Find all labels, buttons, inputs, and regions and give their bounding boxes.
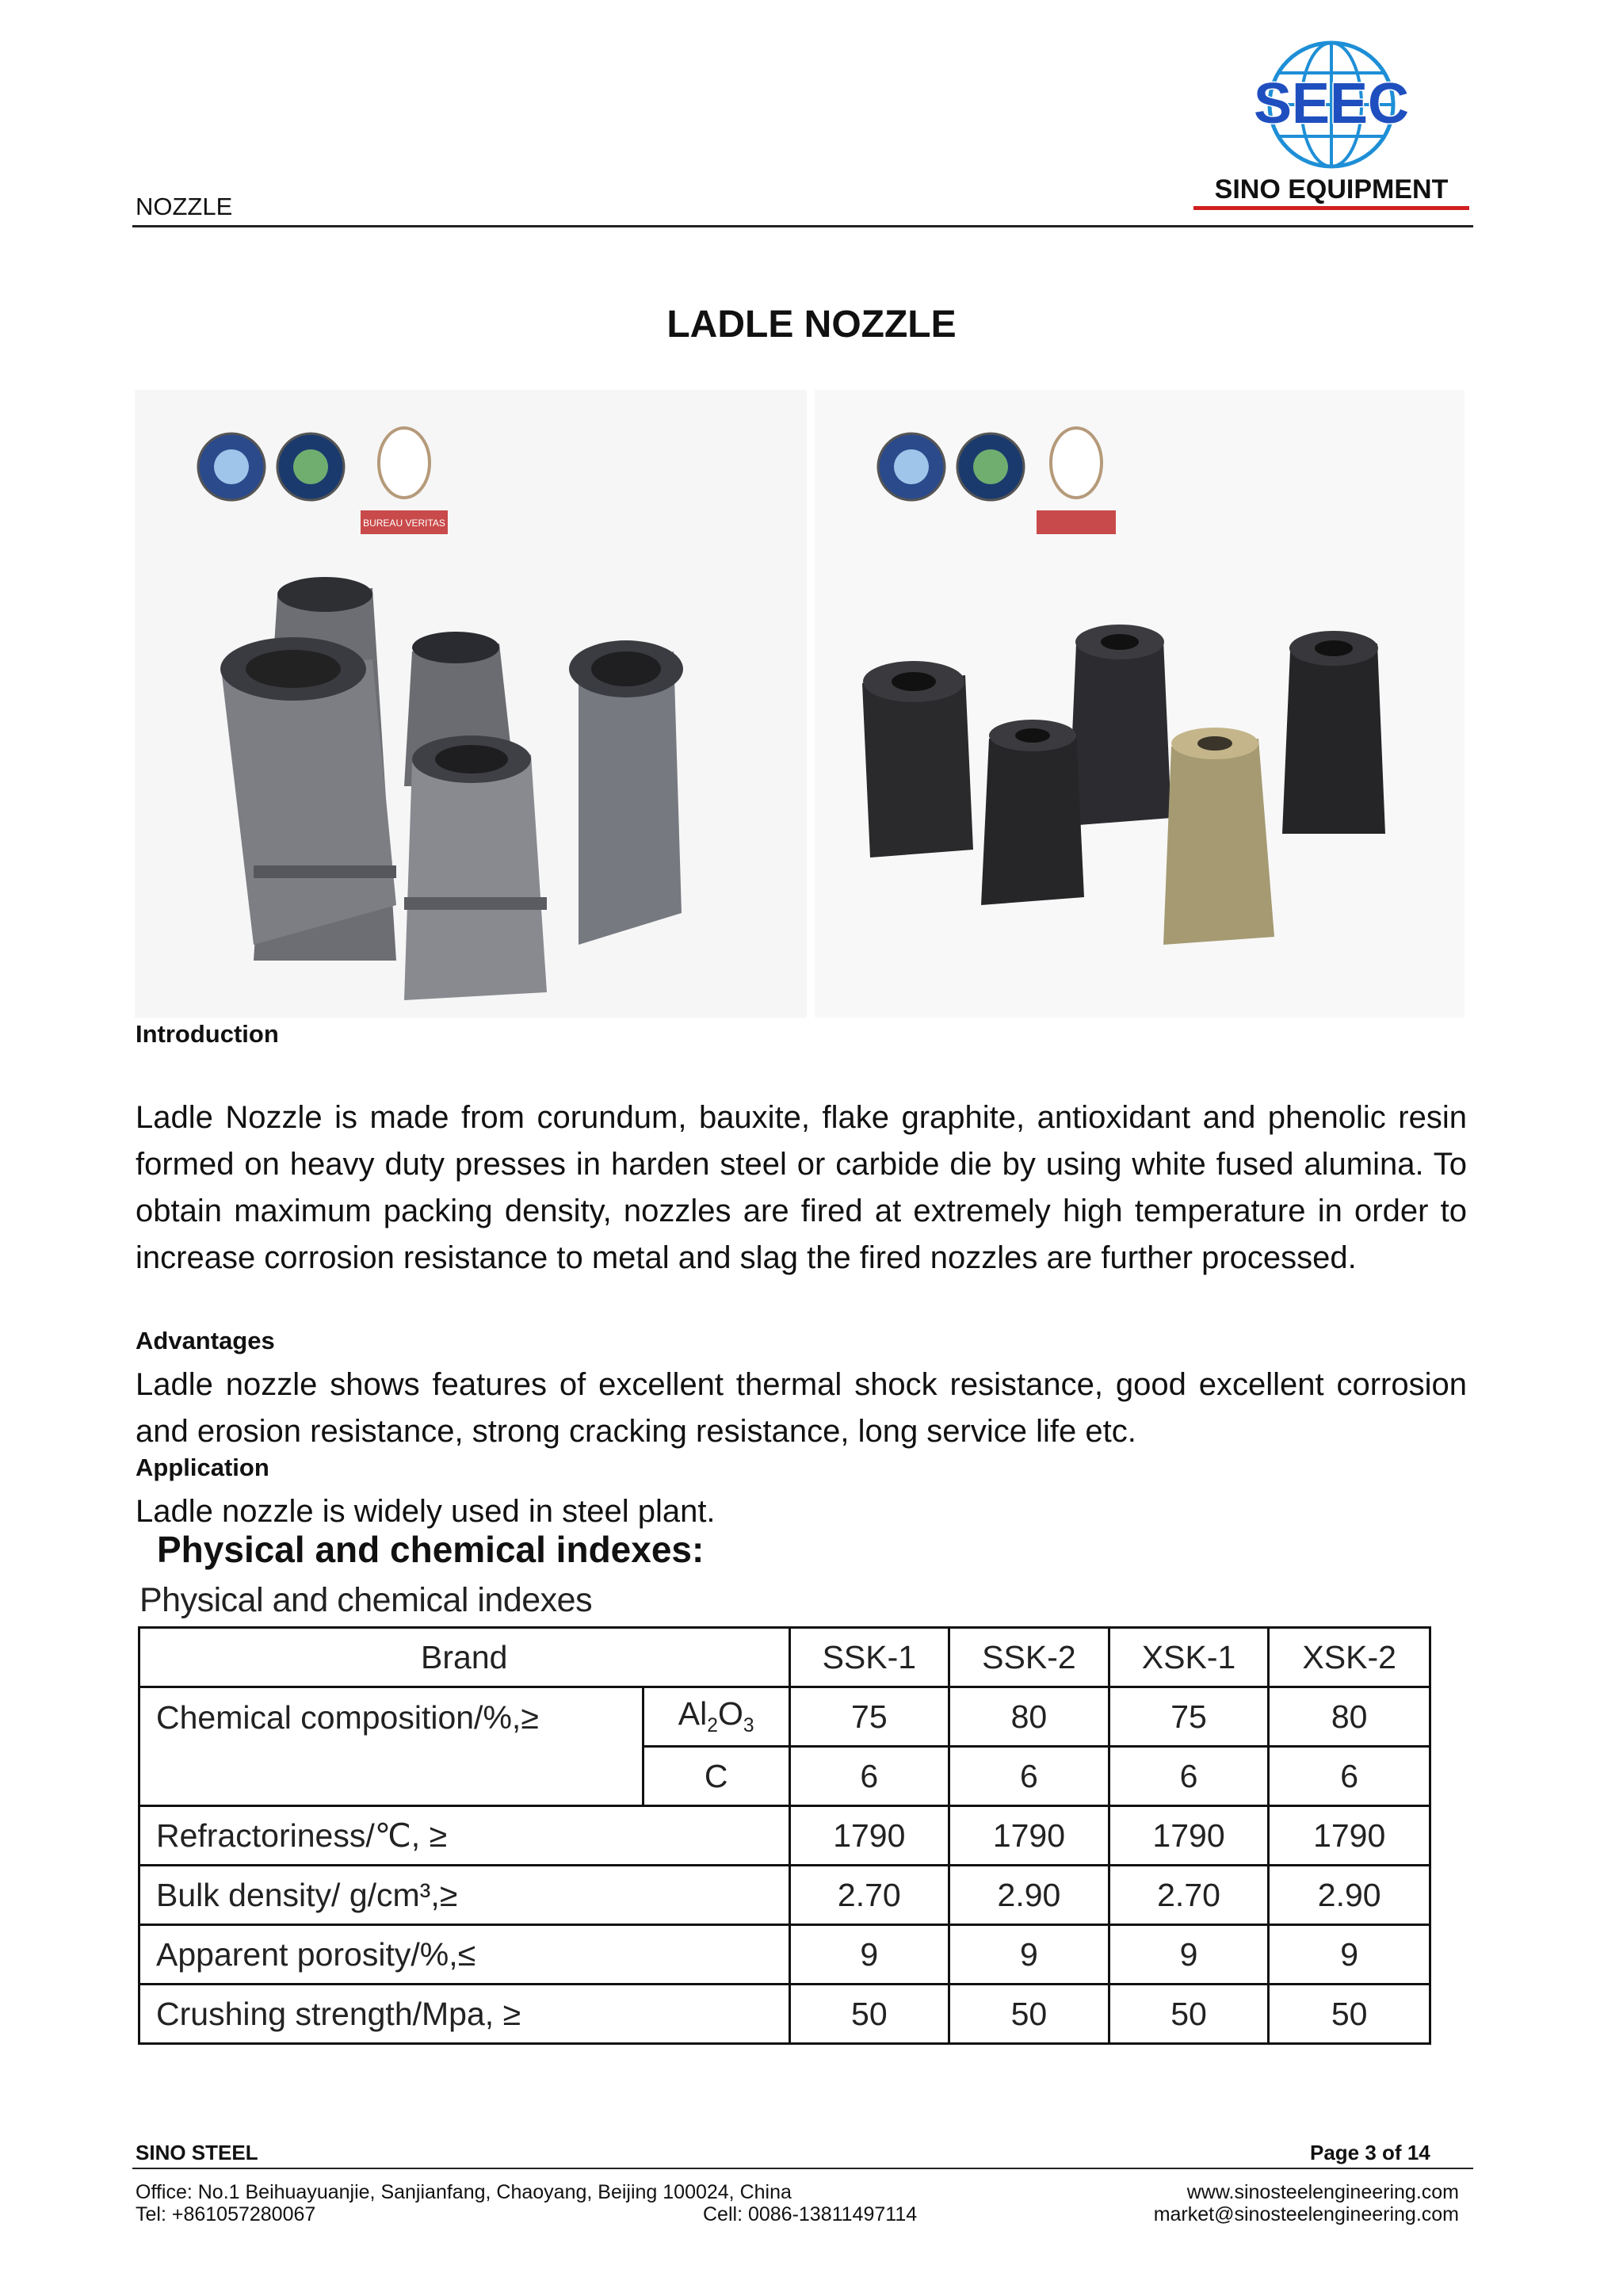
brand-header: XSK-2	[1269, 1628, 1430, 1687]
table-cell: 50	[1269, 1985, 1430, 2044]
logo-text: SEEC	[1253, 72, 1410, 136]
product-photo-right	[815, 390, 1465, 1018]
table-row	[139, 1806, 1430, 1866]
brand-header: SSK-2	[949, 1628, 1109, 1687]
header-section-label: NOZZLE	[136, 193, 233, 220]
table-cell: 6	[1109, 1747, 1269, 1806]
table-cell: 75	[1109, 1687, 1269, 1747]
table-cell: 50	[1109, 1985, 1269, 2044]
footer-email-link[interactable]: market@sinosteelengineering.com	[1153, 2203, 1459, 2225]
introduction-body: Ladle Nozzle is made from corundum, bauxite, flake graphite, antioxidant and phenolic resin formed on heavy duty presses in harden steel or carbide die by using white fused alumina. To obtain maximum packing density, nozzles are fired at extremely high temperature in order to increase corrosion resistance to metal and slag the fired nozzles are further processed.	[136, 1100, 1467, 1275]
row-label: Apparent porosity/%,≤	[139, 1925, 790, 1985]
table-cell: 50	[949, 1985, 1109, 2044]
application-body: Ladle nozzle is widely used in steel plant.	[136, 1494, 716, 1529]
row-label: Crushing strength/Mpa, ≥	[139, 1985, 790, 2044]
table-cell: 9	[1269, 1925, 1430, 1985]
row-label: Bulk density/ g/cm³,≥	[139, 1866, 790, 1925]
table-row-brand	[139, 1628, 1430, 1687]
application-heading: Application	[136, 1454, 269, 1481]
footer-tel: Tel: +861057280067	[136, 2203, 316, 2225]
table-cell: 9	[949, 1925, 1109, 1985]
product-photo-left	[135, 390, 807, 1018]
table-cell: 2.70	[1109, 1866, 1269, 1925]
page-number: Page 3 of 14	[1310, 2141, 1430, 2164]
table-cell: 2.90	[1269, 1866, 1430, 1925]
footer-divider	[132, 2168, 1473, 2169]
logo-tagline: SINO EQUIPMENT	[1214, 174, 1449, 204]
table-row	[139, 1925, 1430, 1985]
footer-address: Office: No.1 Beihuayuanjie, Sanjianfang, Chaoyang, Beijing 100024, China	[136, 2181, 792, 2203]
brand-header: SSK-1	[789, 1628, 949, 1687]
table-row-al2o3	[139, 1687, 1430, 1747]
table-cell: 50	[789, 1985, 949, 2044]
indexes-table	[138, 1626, 1431, 2045]
chemical-composition-label: Chemical composition/%,≥	[139, 1687, 643, 1806]
table-cell: 1790	[949, 1806, 1109, 1866]
header-divider	[132, 225, 1473, 227]
carbon-label: C	[643, 1747, 789, 1806]
table-cell: 80	[1269, 1687, 1430, 1747]
table-cell: 9	[1109, 1925, 1269, 1985]
row-label: Refractoriness/℃, ≥	[139, 1806, 790, 1866]
table-caption: Physical and chemical indexes	[139, 1581, 593, 1619]
page-title: LADLE NOZZLE	[666, 304, 957, 346]
table-row	[139, 1985, 1430, 2044]
advantages-heading: Advantages	[136, 1327, 275, 1354]
cert-text: BUREAU VERITAS	[363, 518, 445, 529]
table-cell: 6	[789, 1747, 949, 1806]
table-cell: 9	[789, 1925, 949, 1985]
table-cell: 80	[949, 1687, 1109, 1747]
table-cell: 6	[949, 1747, 1109, 1806]
brand-label: Brand	[139, 1628, 790, 1687]
indexes-heading: Physical and chemical indexes:	[157, 1529, 705, 1570]
table-cell: 6	[1269, 1747, 1430, 1806]
footer-website-link[interactable]: www.sinosteelengineering.com	[1186, 2181, 1459, 2203]
seec-logo	[1189, 40, 1474, 222]
table-cell: 2.70	[789, 1866, 949, 1925]
advantages-body: Ladle nozzle shows features of excellent thermal shock resistance, good excellent corrosion and erosion resistance, strong cracking resistance, long service life etc.	[136, 1367, 1467, 1449]
footer-cell: Cell: 0086-13811497114	[703, 2203, 918, 2225]
table-row	[139, 1866, 1430, 1925]
table-cell: 1790	[1109, 1806, 1269, 1866]
footer-company: SINO STEEL	[136, 2141, 258, 2164]
table-cell: 2.90	[949, 1866, 1109, 1925]
al2o3-label: $Al_2O_3$	[643, 1687, 789, 1747]
table-cell: 75	[789, 1687, 949, 1747]
table-cell: 1790	[789, 1806, 949, 1866]
brand-header: XSK-1	[1109, 1628, 1269, 1687]
introduction-heading: Introduction	[136, 1020, 279, 1048]
table-cell: 1790	[1269, 1806, 1430, 1866]
